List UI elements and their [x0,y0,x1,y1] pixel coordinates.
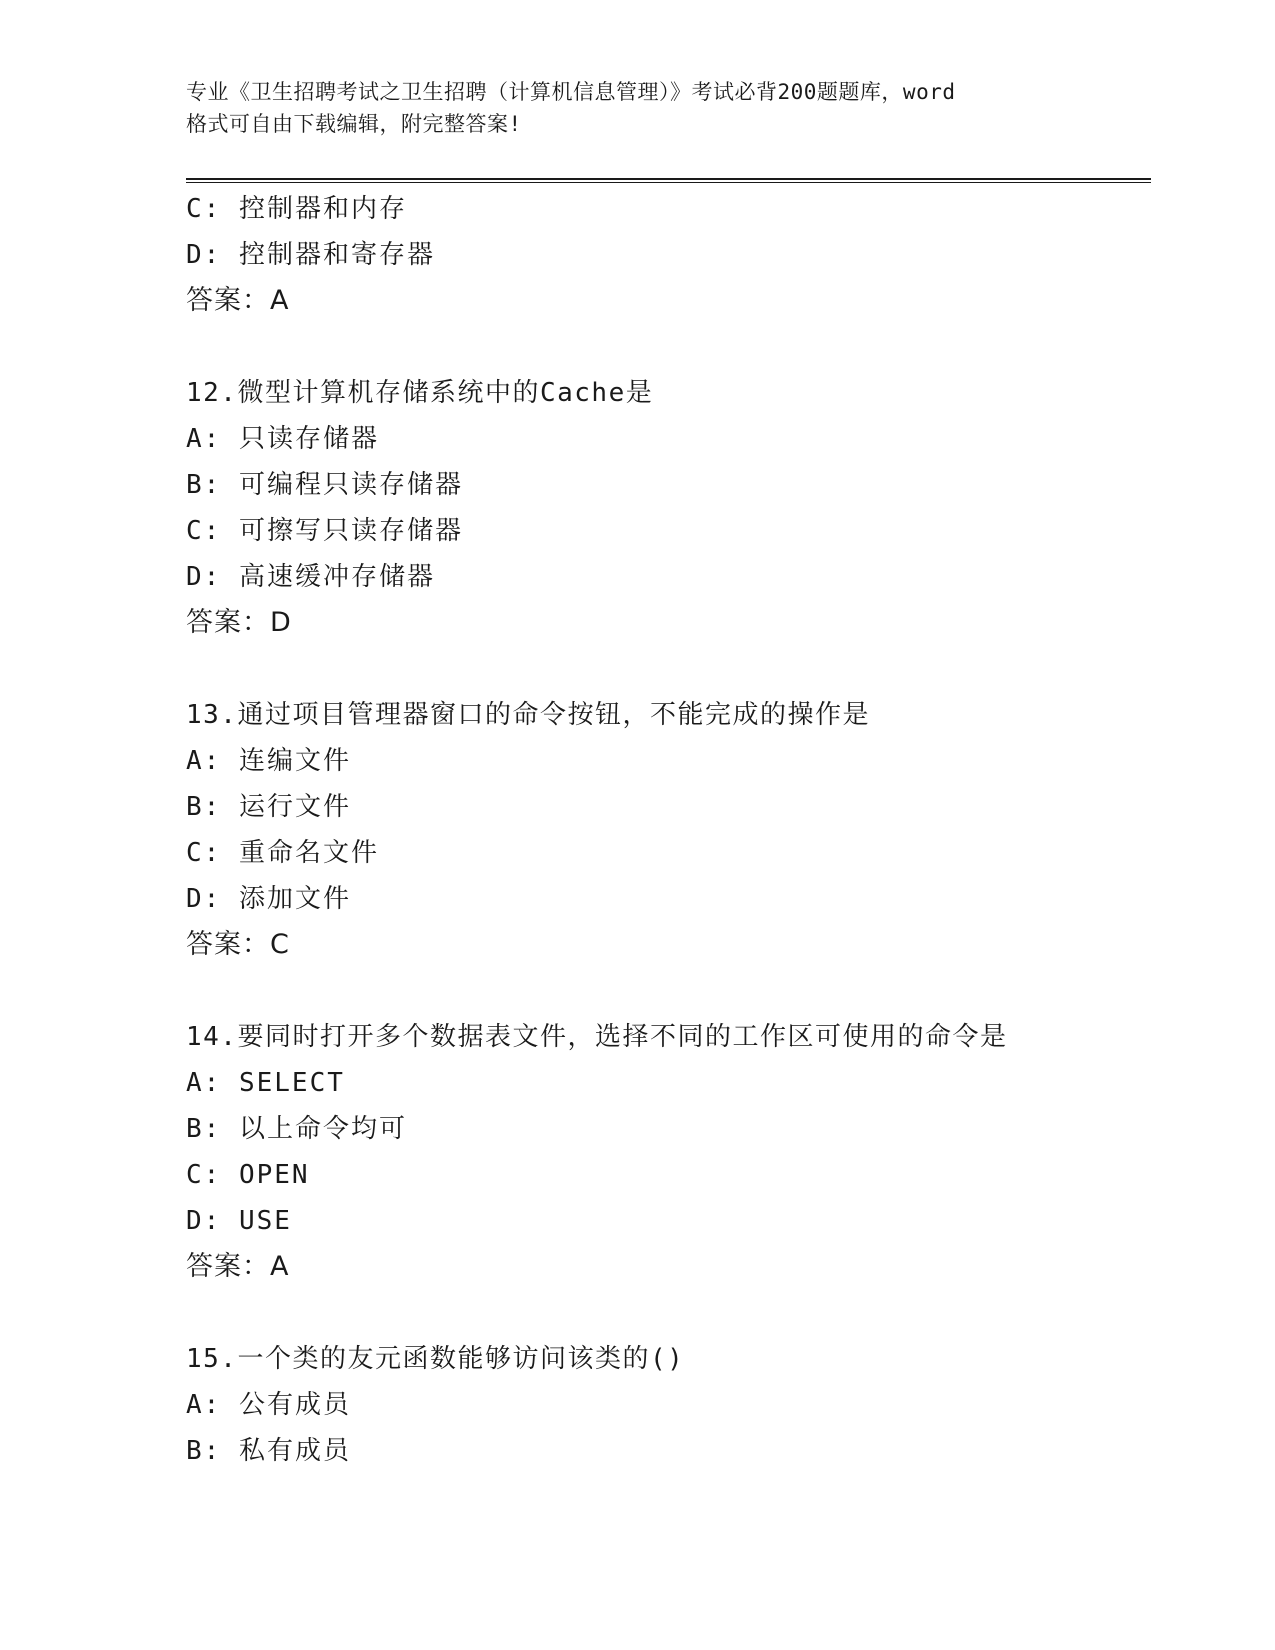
question-13 [186,692,1146,968]
question-15 [186,1336,1146,1474]
answer-line: 答案：A [186,285,290,316]
option-d: D: USE [186,1206,292,1236]
option-a: A: SELECT [186,1068,345,1098]
header-title-line-2: 格式可自由下载编辑，附完整答案! [186,112,522,136]
spacer [186,968,1146,1014]
option-b: B: 可编程只读存储器 [186,470,463,500]
spacer [186,646,1146,692]
option-b: B: 私有成员 [186,1436,351,1466]
option-a: A: 连编文件 [186,746,351,776]
answer-line: 答案：D [186,607,292,638]
question-title: 14.要同时打开多个数据表文件，选择不同的工作区可使用的命令是 [186,1022,1008,1052]
spacer [186,1290,1146,1336]
option-c: C: OPEN [186,1160,310,1190]
option-c: C: 重命名文件 [186,838,379,868]
option-a: A: 公有成员 [186,1390,351,1420]
question-list [186,186,1146,1474]
option-d: D: 添加文件 [186,884,351,914]
option-c: C: 控制器和内存 [186,194,407,224]
question-14 [186,1014,1146,1290]
question-11-tail [186,186,1146,324]
answer-line: 答案：A [186,1251,290,1282]
header-title-line-1: 专业《卫生招聘考试之卫生招聘（计算机信息管理）》考试必背200题题库，word [186,80,956,104]
option-a: A: 只读存储器 [186,424,379,454]
option-c: C: 可擦写只读存储器 [186,516,463,546]
option-d: D: 控制器和寄存器 [186,240,435,270]
answer-line: 答案：C [186,929,290,960]
question-title: 13.通过项目管理器窗口的命令按钮，不能完成的操作是 [186,700,870,730]
option-b: B: 运行文件 [186,792,351,822]
option-b: B: 以上命令均可 [186,1114,407,1144]
header-divider [186,178,1151,183]
spacer [186,324,1146,370]
option-d: D: 高速缓冲存储器 [186,562,435,592]
document-header [186,76,1116,140]
question-title: 15.一个类的友元函数能够访问该类的() [186,1344,685,1374]
question-12 [186,370,1146,646]
question-title: 12.微型计算机存储系统中的Cache是 [186,378,654,408]
